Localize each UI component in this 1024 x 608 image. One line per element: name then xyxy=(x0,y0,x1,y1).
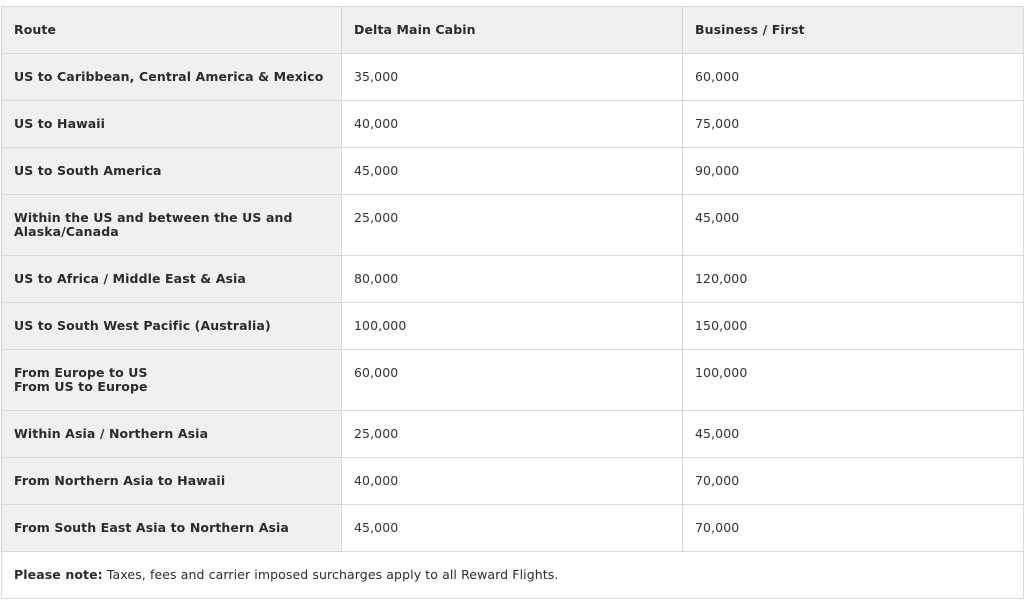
table-row xyxy=(2,303,1024,350)
route-cell xyxy=(2,303,342,350)
table-row xyxy=(2,101,1024,148)
route-cell xyxy=(2,505,342,552)
note-label: Please note: xyxy=(14,567,103,582)
business-first-cell: 100,000 xyxy=(683,350,1024,411)
main-cabin-cell: 25,000 xyxy=(342,411,683,458)
route-line: From South East Asia to Northern Asia xyxy=(14,520,289,535)
route-line: Within Asia / Northern Asia xyxy=(14,426,209,441)
route-cell xyxy=(2,54,342,101)
route-line: US to Hawaii xyxy=(14,116,106,131)
route-line: Alaska/Canada xyxy=(14,224,119,239)
column-header-route: Route xyxy=(2,7,342,54)
column-header-business-first: Business / First xyxy=(683,7,1024,54)
route-cell xyxy=(2,195,342,256)
business-first-cell: 120,000 xyxy=(683,256,1024,303)
route-line: From US to Europe xyxy=(14,379,148,394)
note-row xyxy=(2,552,1024,599)
business-first-cell: 45,000 xyxy=(683,411,1024,458)
table-row xyxy=(2,256,1024,303)
table-body xyxy=(2,54,1024,599)
route-line: From Northern Asia to Hawaii xyxy=(14,473,226,488)
route-cell xyxy=(2,148,342,195)
business-first-cell: 70,000 xyxy=(683,505,1024,552)
table-row xyxy=(2,411,1024,458)
main-cabin-cell: 45,000 xyxy=(342,148,683,195)
route-cell xyxy=(2,350,342,411)
route-line: US to Africa / Middle East & Asia xyxy=(14,271,246,286)
table-row xyxy=(2,505,1024,552)
table-row xyxy=(2,350,1024,411)
business-first-cell: 75,000 xyxy=(683,101,1024,148)
main-cabin-cell: 25,000 xyxy=(342,195,683,256)
table-row xyxy=(2,148,1024,195)
main-cabin-cell: 60,000 xyxy=(342,350,683,411)
route-line: US to South West Pacific (Australia) xyxy=(14,318,271,333)
main-cabin-cell: 35,000 xyxy=(342,54,683,101)
business-first-cell: 90,000 xyxy=(683,148,1024,195)
note-cell xyxy=(2,552,1024,599)
business-first-cell: 70,000 xyxy=(683,458,1024,505)
note-text: Taxes, fees and carrier imposed surcharges apply to all Reward Flights. xyxy=(102,567,559,582)
route-line: US to Caribbean, Central America & Mexico xyxy=(14,69,324,84)
business-first-cell: 60,000 xyxy=(683,54,1024,101)
table-header-row xyxy=(2,7,1024,54)
table-row xyxy=(2,458,1024,505)
route-line: US to South America xyxy=(14,163,162,178)
column-header-main-cabin: Delta Main Cabin xyxy=(342,7,683,54)
route-line: Within the US and between the US and xyxy=(14,210,293,225)
main-cabin-cell: 40,000 xyxy=(342,101,683,148)
main-cabin-cell: 40,000 xyxy=(342,458,683,505)
route-cell xyxy=(2,101,342,148)
route-cell xyxy=(2,411,342,458)
business-first-cell: 150,000 xyxy=(683,303,1024,350)
table-row xyxy=(2,54,1024,101)
route-line: From Europe to US xyxy=(14,365,148,380)
table-row xyxy=(2,195,1024,256)
main-cabin-cell: 45,000 xyxy=(342,505,683,552)
business-first-cell: 45,000 xyxy=(683,195,1024,256)
route-cell xyxy=(2,256,342,303)
reward-chart-table xyxy=(1,6,1024,599)
route-cell xyxy=(2,458,342,505)
main-cabin-cell: 100,000 xyxy=(342,303,683,350)
main-cabin-cell: 80,000 xyxy=(342,256,683,303)
